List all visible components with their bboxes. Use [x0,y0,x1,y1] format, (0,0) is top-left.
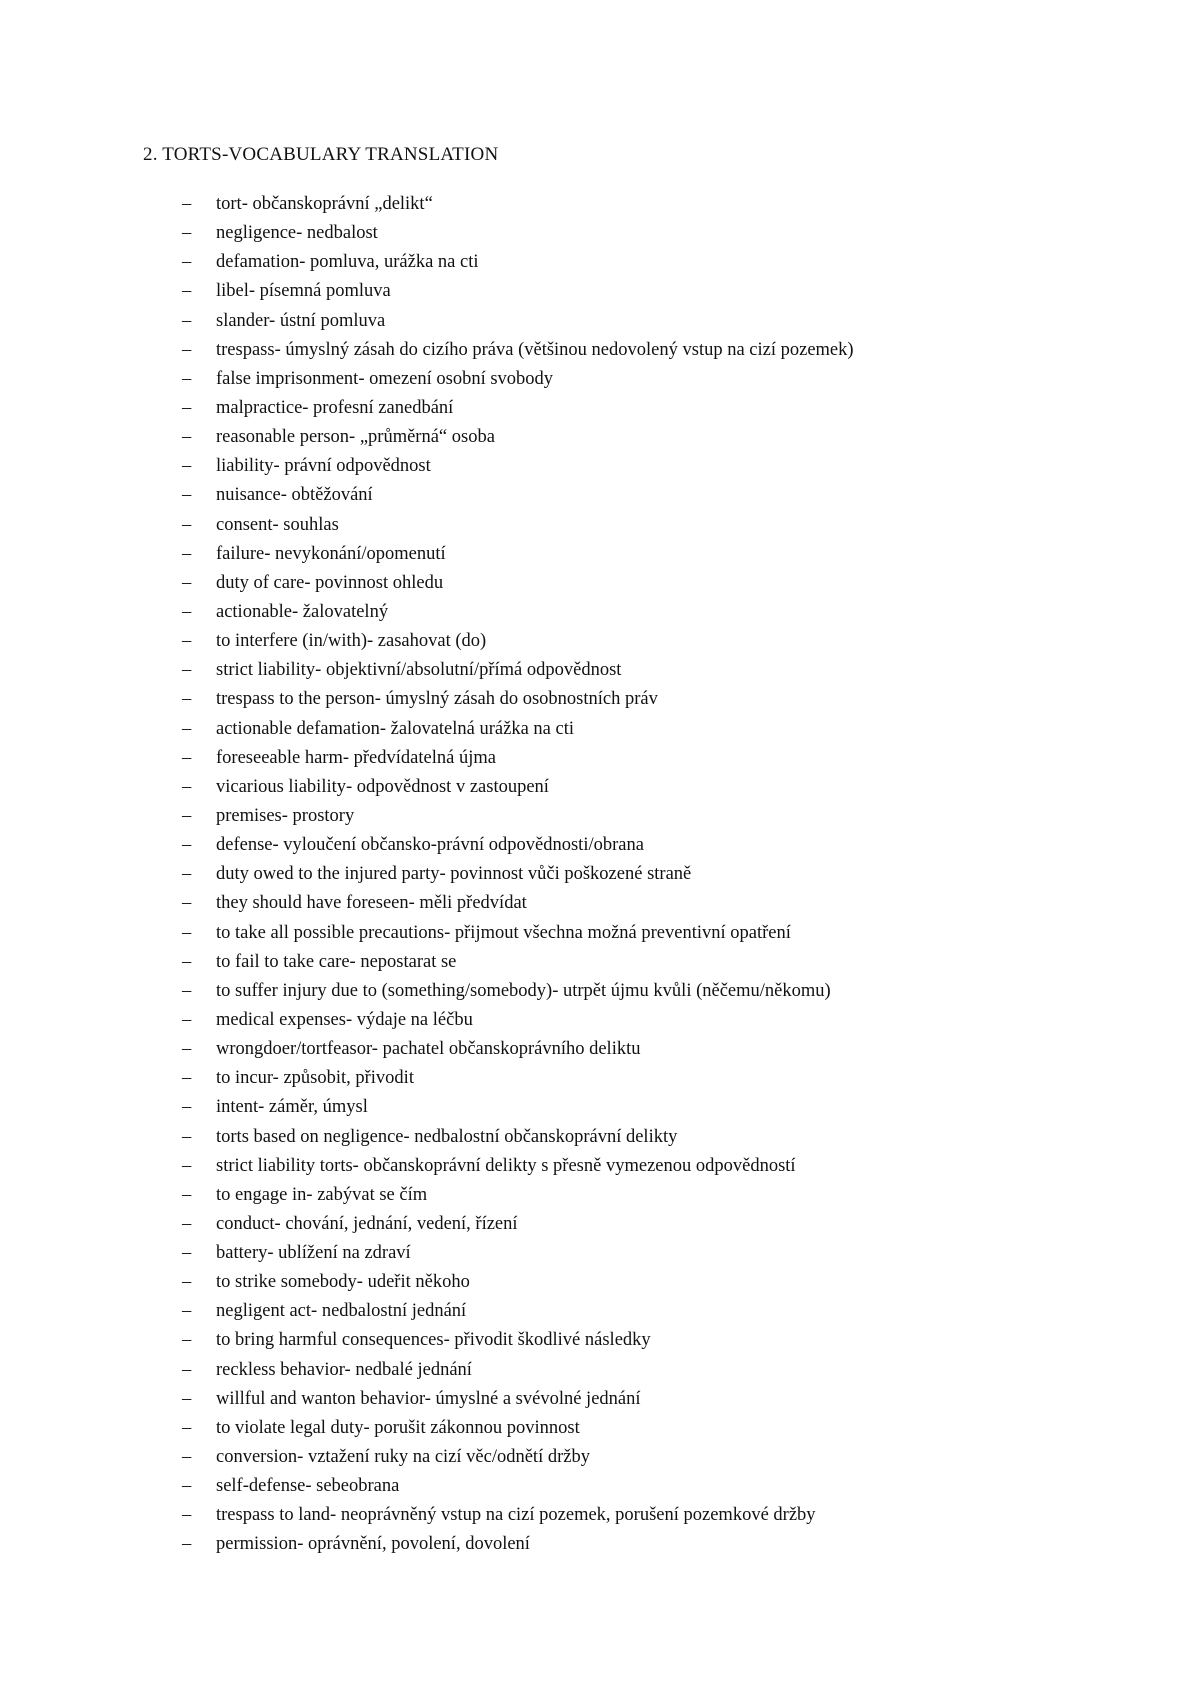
list-bullet: – [182,223,192,244]
list-bullet: – [182,1272,192,1293]
list-bullet: – [182,601,192,622]
vocabulary-entry: battery- ublížení na zdraví [216,1243,411,1264]
vocabulary-entry: malpractice- profesní zanedbání [216,397,454,418]
vocabulary-entry: to interfere (in/with)- zasahovat (do) [216,631,487,652]
vocabulary-entry: failure- nevykonání/opomenutí [216,543,446,564]
list-bullet: – [182,1476,192,1497]
list-bullet: – [182,1417,192,1438]
page-title: 2. TORTS-VOCABULARY TRANSLATION [143,144,499,165]
vocabulary-entry: premises- prostory [216,805,355,826]
vocabulary-entry: trespass- úmyslný zásah do cizího práva (většinou nedovolený vstup na cizí pozemek) [216,339,854,360]
vocabulary-entry: nuisance- obtěžování [216,485,373,506]
vocabulary-entry: torts based on negligence- nedbalostní občanskoprávní delikty [216,1126,678,1147]
vocabulary-entry: duty owed to the injured party- povinnost vůči poškozené straně [216,864,692,885]
vocabulary-entry: defense- vyloučení občansko-právní odpovědnosti/obrana [216,835,644,856]
vocabulary-entry: medical expenses- výdaje na léčbu [216,1009,473,1030]
list-bullet: – [182,980,192,1001]
vocabulary-entry: reckless behavior- nedbalé jednání [216,1359,472,1380]
vocabulary-entry: to violate legal duty- porušit zákonnou povinnost [216,1417,580,1438]
vocabulary-entry: permission- oprávnění, povolení, dovolení [216,1534,530,1555]
vocabulary-entry: to fail to take care- nepostarat se [216,951,457,972]
vocabulary-entry: slander- ústní pomluva [216,310,386,331]
list-bullet: – [182,776,192,797]
vocabulary-entry: foreseeable harm- předvídatelná újma [216,747,496,768]
list-bullet: – [182,1534,192,1555]
vocabulary-entry: conversion- vztažení ruky na cizí věc/odnětí držby [216,1447,590,1468]
list-bullet: – [182,1505,192,1526]
list-bullet: – [182,543,192,564]
vocabulary-entry: reasonable person- „průměrná“ osoba [216,427,495,448]
list-bullet: – [182,805,192,826]
vocabulary-entry: willful and wanton behavior- úmyslné a svévolné jednání [216,1388,641,1409]
list-bullet: – [182,1155,192,1176]
vocabulary-entry: wrongdoer/tortfeasor- pachatel občanskoprávního deliktu [216,1039,641,1060]
vocabulary-entry: actionable defamation- žalovatelná urážka na cti [216,718,574,739]
list-bullet: – [182,1388,192,1409]
list-bullet: – [182,456,192,477]
list-bullet: – [182,1009,192,1030]
vocabulary-entry: defamation- pomluva, urážka na cti [216,252,479,273]
vocabulary-entry: vicarious liability- odpovědnost v zastoupení [216,776,549,797]
list-bullet: – [182,1301,192,1322]
list-bullet: – [182,1243,192,1264]
vocabulary-entry: false imprisonment- omezení osobní svobody [216,368,554,389]
vocabulary-entry: actionable- žalovatelný [216,601,389,622]
vocabulary-entry: strict liability- objektivní/absolutní/přímá odpovědnost [216,660,622,681]
vocabulary-entry: trespass to land- neoprávněný vstup na cizí pozemek, porušení pozemkové držby [216,1505,816,1526]
vocabulary-entry: self-defense- sebeobrana [216,1476,400,1497]
list-bullet: – [182,689,192,710]
list-bullet: – [182,747,192,768]
vocabulary-entry: to take all possible precautions- přijmout všechna možná preventivní opatření [216,922,791,943]
vocabulary-entry: strict liability torts- občanskoprávní delikty s přesně vymezenou odpovědností [216,1155,796,1176]
vocabulary-entry: negligent act- nedbalostní jednání [216,1301,467,1322]
list-bullet: – [182,893,192,914]
vocabulary-entry: duty of care- povinnost ohledu [216,572,444,593]
list-bullet: – [182,1359,192,1380]
list-bullet: – [182,835,192,856]
list-bullet: – [182,397,192,418]
list-bullet: – [182,1039,192,1060]
list-bullet: – [182,427,192,448]
list-bullet: – [182,1068,192,1089]
vocabulary-entry: negligence- nedbalost [216,223,378,244]
vocabulary-entry: liability- právní odpovědnost [216,456,431,477]
list-bullet: – [182,281,192,302]
vocabulary-entry: to engage in- zabývat se čím [216,1184,428,1205]
list-bullet: – [182,368,192,389]
list-bullet: – [182,1213,192,1234]
list-bullet: – [182,1097,192,1118]
list-bullet: – [182,514,192,535]
vocabulary-entry: they should have foreseen- měli předvídat [216,893,527,914]
list-bullet: – [182,1330,192,1351]
vocabulary-entry: to incur- způsobit, přivodit [216,1068,414,1089]
vocabulary-entry: to strike somebody- udeřit někoho [216,1272,470,1293]
vocabulary-entry: libel- písemná pomluva [216,281,391,302]
list-bullet: – [182,1447,192,1468]
list-bullet: – [182,718,192,739]
list-bullet: – [182,951,192,972]
list-bullet: – [182,310,192,331]
list-bullet: – [182,1184,192,1205]
vocabulary-entry: intent- záměr, úmysl [216,1097,368,1118]
vocabulary-entry: trespass to the person- úmyslný zásah do osobnostních práv [216,689,658,710]
vocabulary-entry: conduct- chování, jednání, vedení, řízení [216,1213,518,1234]
list-bullet: – [182,922,192,943]
vocabulary-entry: tort- občanskoprávní „delikt“ [216,194,433,214]
list-bullet: – [182,660,192,681]
list-bullet: – [182,252,192,273]
vocabulary-entry: to suffer injury due to (something/somebody)- utrpět újmu kvůli (něčemu/někomu) [216,980,831,1001]
list-bullet: – [182,485,192,506]
vocabulary-entry: consent- souhlas [216,514,339,535]
list-bullet: – [182,339,192,360]
list-bullet: – [182,864,192,885]
vocabulary-entry: to bring harmful consequences- přivodit škodlivé následky [216,1330,651,1351]
list-bullet: – [182,194,192,214]
list-bullet: – [182,631,192,652]
list-bullet: – [182,572,192,593]
list-bullet: – [182,1126,192,1147]
